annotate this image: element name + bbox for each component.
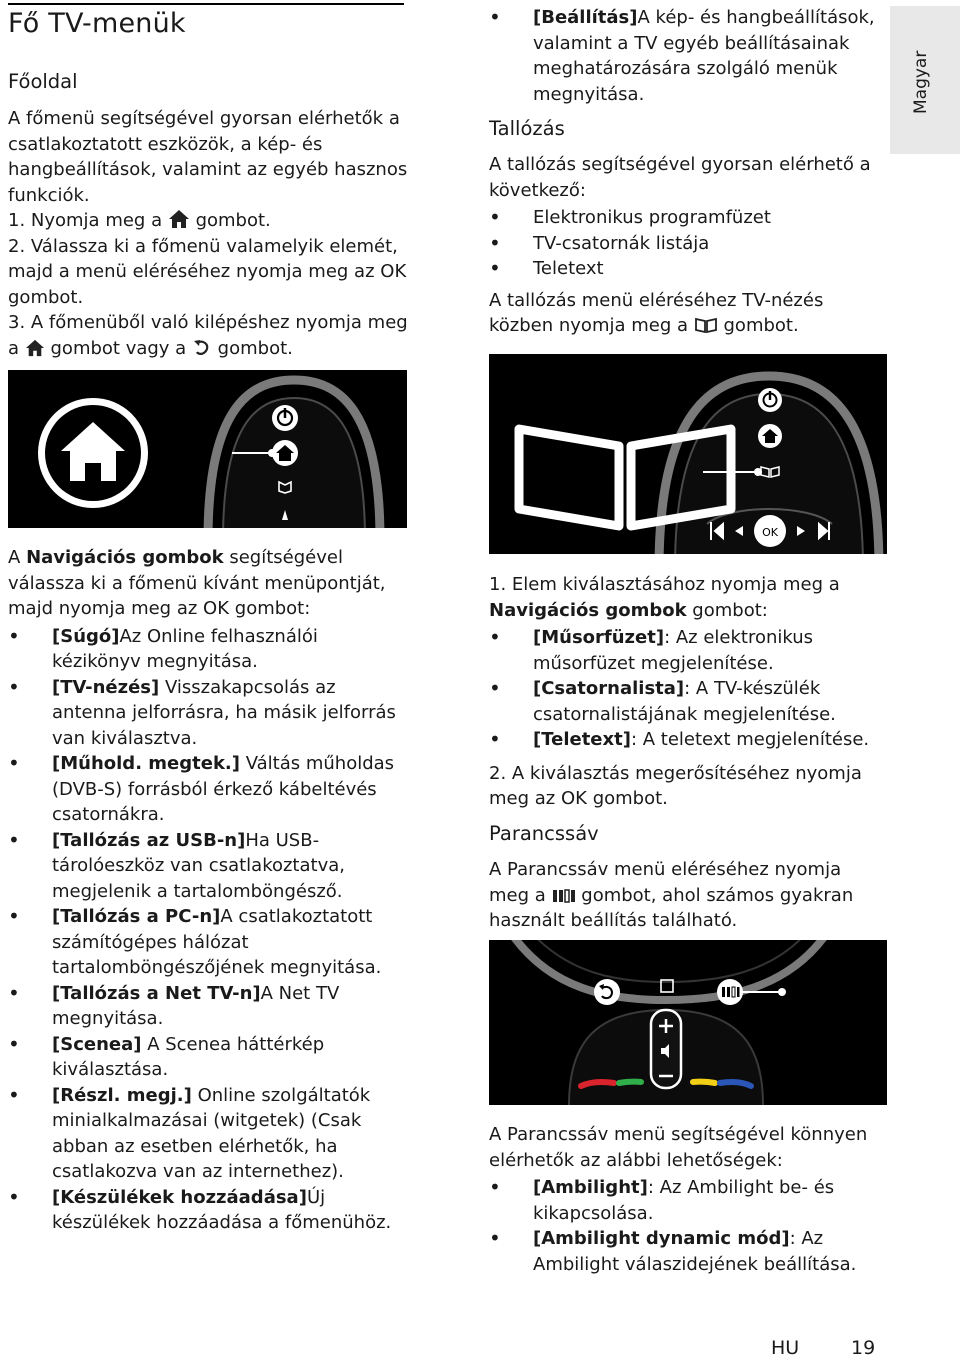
confirm-step: 2. A kiválasztás megerősítéséhez nyomja meg az OK gombot.	[489, 762, 862, 809]
navigation-intro: A Navigációs gombok segítségével válassza ki a főmenü kívánt menüpontját, majd nyomja meg az OK gombot:	[8, 547, 386, 619]
home-intro: A főmenü segítségével gyorsan elérhetők a csatlakoztatott eszközök, a kép- és hangbeállítások, valamint az egyéb hasznos funkciók.	[8, 108, 408, 206]
title-rule	[8, 3, 404, 5]
page-title: Fő TV-menük	[8, 8, 186, 39]
list-item: • [Beállítás]A kép- és hangbeállítások, valamint a TV egyéb beállításainak meghatározására szolgáló menük megnyitása.	[489, 5, 884, 107]
list-item: • [Tallózás a PC-n]A csatlakoztatott számítógépes hálózat tartalomböngészőjének megnyitása.	[8, 904, 408, 981]
browse-access: A tallózás menü eléréséhez TV-nézés közben nyomja meg a gombot.	[489, 289, 824, 336]
list-item: • [Tallózás az USB-n]Ha USB-tárolóeszköz van csatlakoztatva, megjelenik a tartalomböngésző.	[8, 828, 408, 905]
navigation-section	[8, 545, 408, 1236]
section-title-browse: Tallózás	[489, 117, 565, 140]
list-item: • TV-csatornák listája	[489, 231, 884, 257]
remote-browse-figure	[489, 354, 887, 554]
home-menu-list	[8, 624, 408, 1236]
footer-language: HU	[771, 1337, 800, 1359]
command-bar-intro: A Parancssáv menü segítségével könnyen elérhetők az alábbi lehetőségek:	[489, 1124, 868, 1171]
book-icon	[694, 316, 718, 334]
home-step-2: 2. Válassza ki a főmenü valamelyik elemét, majd a menü eléréséhez nyomja meg az OK gombot.	[8, 235, 407, 308]
home-step-1: 1. Nyomja meg a gombot.	[8, 210, 271, 231]
list-item: • [Műsorfüzet]: Az elektronikus műsorfüzet megjelenítése.	[489, 625, 884, 676]
command-bar-access: A Parancssáv menü eléréséhez nyomja meg a gombot, ahol számos gyakran használt beállítás található.	[489, 859, 854, 931]
home-icon	[168, 209, 190, 229]
list-item: • [Műhold. megtek.] Váltás műholdas (DVB-S) forrásból érkező kábeltévés csatornákra.	[8, 751, 408, 828]
language-tab	[890, 6, 960, 154]
remote-command-bar-figure	[489, 940, 887, 1105]
list-item: • [Részl. megj.] Online szolgáltatók minialkalmazásai (witgetek) (Csak abban az esetben elérhetők, ha csatlakozva van az internethez).	[8, 1083, 408, 1185]
browse-options-list	[489, 625, 884, 753]
list-item: • [Ambilight dynamic mód]: Az Ambilight válaszidejének beállítása.	[489, 1226, 884, 1277]
list-item: • [Ambilight]: Az Ambilight be- és kikapcsolása.	[489, 1175, 884, 1226]
options-bar-icon	[552, 888, 576, 904]
command-bar-section	[489, 822, 884, 934]
section-title-home: Főoldal	[8, 70, 78, 93]
list-item: • Elektronikus programfüzet	[489, 205, 884, 231]
command-bar-options	[489, 1122, 884, 1277]
list-item: • [Készülékek hozzáadása]Új készülékek hozzáadása a főmenühöz.	[8, 1185, 408, 1236]
remote-home-figure	[8, 370, 407, 528]
language-tab-label: Magyar	[911, 50, 931, 114]
ok-button-label: OK	[762, 526, 778, 539]
list-item: • [TV-nézés] Visszakapcsolás az antenna jelforrásra, ha másik jelforrás van kiválasztva.	[8, 675, 408, 752]
select-intro: 1. Elem kiválasztásához nyomja meg a Navigációs gombok gombot:	[489, 574, 840, 621]
section-title-command-bar: Parancssáv	[489, 822, 599, 845]
browse-intro: A tallózás segítségével gyorsan elérhető a következő:	[489, 154, 871, 201]
list-item: • Teletext	[489, 256, 884, 282]
page-number: 19	[851, 1337, 876, 1359]
settings-list	[489, 5, 884, 107]
back-icon	[192, 339, 212, 357]
browse-section	[489, 117, 884, 339]
browse-list	[489, 205, 884, 282]
home-section	[8, 70, 408, 361]
home-step-3: 3. A főmenüből való kilépéshez nyomja meg a gombot vagy a gombot.	[8, 312, 408, 359]
list-item: • [Scenea] A Scenea háttérkép kiválasztása.	[8, 1032, 408, 1083]
list-item: • [Súgó]Az Online felhasználói kézikönyv megnyitása.	[8, 624, 408, 675]
home-icon	[25, 339, 45, 357]
command-bar-list	[489, 1175, 884, 1277]
list-item: • [Tallózás a Net TV-n]A Net TV megnyitása.	[8, 981, 408, 1032]
settings-item-block	[489, 5, 884, 107]
list-item: • [Teletext]: A teletext megjelenítése.	[489, 727, 884, 753]
list-item: • [Csatornalista]: A TV-készülék csatornalistájának megjelenítése.	[489, 676, 884, 727]
select-section	[489, 572, 884, 812]
